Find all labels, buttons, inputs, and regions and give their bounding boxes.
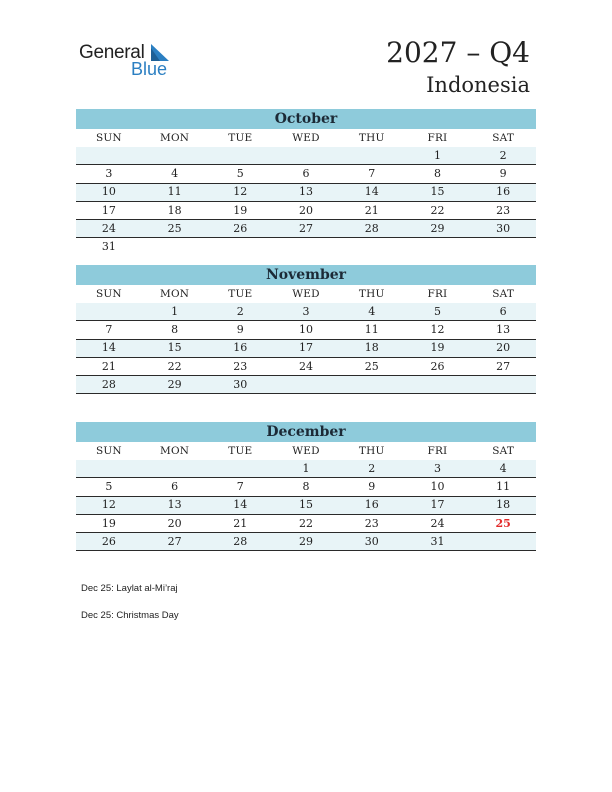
day-cell: 14 bbox=[101, 341, 116, 355]
weekday-header-row bbox=[76, 129, 536, 147]
week-row bbox=[76, 184, 536, 202]
day-cell: 31 bbox=[430, 534, 445, 548]
day-cell: 1 bbox=[302, 461, 310, 475]
day-cell: 19 bbox=[430, 341, 445, 355]
week-row bbox=[76, 202, 536, 220]
day-cell: 23 bbox=[364, 516, 379, 530]
week-row bbox=[76, 515, 536, 533]
day-cell: 3 bbox=[105, 166, 113, 180]
month-title: December bbox=[76, 422, 536, 442]
day-cell: 8 bbox=[433, 166, 441, 180]
weekday-label: THU bbox=[358, 132, 385, 144]
day-cell: 11 bbox=[496, 479, 511, 493]
day-cell: 15 bbox=[430, 185, 445, 199]
day-cell: 14 bbox=[364, 185, 379, 199]
week-row bbox=[76, 376, 536, 394]
day-cell: 18 bbox=[364, 341, 379, 355]
day-cell: 2 bbox=[368, 461, 376, 475]
day-cell: 19 bbox=[233, 203, 248, 217]
day-cell: 22 bbox=[430, 203, 445, 217]
day-cell: 11 bbox=[167, 185, 182, 199]
weekday-label: SAT bbox=[492, 445, 515, 457]
weekday-label: FRI bbox=[427, 288, 448, 300]
day-cell: 16 bbox=[496, 185, 511, 199]
day-cell: 20 bbox=[167, 516, 182, 530]
day-cell: 8 bbox=[302, 479, 310, 493]
day-cell: 20 bbox=[299, 203, 314, 217]
week-row bbox=[76, 340, 536, 358]
weekday-label: THU bbox=[358, 288, 385, 300]
holiday-note: Dec 25: Christmas Day bbox=[81, 610, 179, 621]
month-november bbox=[76, 265, 536, 394]
day-cell: 13 bbox=[496, 322, 511, 336]
day-cell: 4 bbox=[368, 304, 376, 318]
day-cell: 4 bbox=[499, 461, 507, 475]
month-december bbox=[76, 422, 536, 551]
day-cell: 23 bbox=[233, 359, 248, 373]
week-row bbox=[76, 358, 536, 376]
day-cell: 12 bbox=[233, 185, 248, 199]
day-cell: 24 bbox=[299, 359, 314, 373]
day-cell: 5 bbox=[105, 479, 113, 493]
week-row bbox=[76, 460, 536, 478]
day-cell: 25 bbox=[364, 359, 379, 373]
day-cell: 9 bbox=[499, 166, 507, 180]
week-row bbox=[76, 238, 536, 255]
day-cell: 7 bbox=[236, 479, 244, 493]
day-cell: 12 bbox=[101, 498, 116, 512]
week-row bbox=[76, 533, 536, 551]
day-cell: 21 bbox=[364, 203, 379, 217]
day-cell: 7 bbox=[105, 322, 113, 336]
day-cell: 29 bbox=[167, 377, 182, 391]
weekday-label: THU bbox=[358, 445, 385, 457]
day-cell: 30 bbox=[496, 221, 511, 235]
day-cell: 11 bbox=[364, 322, 379, 336]
month-october bbox=[76, 109, 536, 256]
day-cell: 2 bbox=[236, 304, 244, 318]
weekday-label: TUE bbox=[228, 132, 253, 144]
week-row bbox=[76, 165, 536, 183]
day-cell: 9 bbox=[236, 322, 244, 336]
weekday-label: SAT bbox=[492, 288, 515, 300]
day-cell: 26 bbox=[101, 534, 116, 548]
day-cell: 28 bbox=[364, 221, 379, 235]
day-cell: 1 bbox=[171, 304, 179, 318]
weekday-header-row bbox=[76, 285, 536, 303]
weekday-label: TUE bbox=[228, 288, 253, 300]
weekday-label: TUE bbox=[228, 445, 253, 457]
day-cell: 12 bbox=[430, 322, 445, 336]
day-cell: 15 bbox=[167, 341, 182, 355]
week-row bbox=[76, 303, 536, 321]
day-cell: 9 bbox=[368, 479, 376, 493]
week-row bbox=[76, 220, 536, 238]
month-title: November bbox=[76, 265, 536, 285]
day-cell: 28 bbox=[101, 377, 116, 391]
day-cell: 8 bbox=[171, 322, 179, 336]
weekday-label: SUN bbox=[95, 132, 122, 144]
month-title: October bbox=[76, 109, 536, 129]
day-cell: 30 bbox=[364, 534, 379, 548]
day-cell: 10 bbox=[101, 185, 116, 199]
logo-general-text: General bbox=[79, 42, 145, 63]
day-cell: 22 bbox=[299, 516, 314, 530]
day-cell: 6 bbox=[302, 166, 310, 180]
day-cell: 13 bbox=[167, 498, 182, 512]
country-name: Indonesia bbox=[426, 73, 530, 97]
day-cell: 21 bbox=[233, 516, 248, 530]
day-cell: 16 bbox=[233, 341, 248, 355]
day-cell: 31 bbox=[101, 240, 116, 254]
day-cell: 4 bbox=[171, 166, 179, 180]
day-cell: 3 bbox=[302, 304, 310, 318]
weekday-label: FRI bbox=[427, 132, 448, 144]
day-cell: 15 bbox=[299, 498, 314, 512]
day-cell: 25 bbox=[167, 221, 182, 235]
day-cell: 23 bbox=[496, 203, 511, 217]
day-cell: 10 bbox=[430, 479, 445, 493]
weekday-header-row bbox=[76, 442, 536, 460]
weekday-label: SAT bbox=[492, 132, 515, 144]
day-cell: 29 bbox=[299, 534, 314, 548]
day-cell: 10 bbox=[299, 322, 314, 336]
day-cell: 21 bbox=[101, 359, 116, 373]
day-cell: 14 bbox=[233, 498, 248, 512]
day-cell: 27 bbox=[167, 534, 182, 548]
day-cell: 18 bbox=[167, 203, 182, 217]
day-cell: 7 bbox=[368, 166, 376, 180]
weekday-label: WED bbox=[292, 445, 320, 457]
weekday-label: MON bbox=[160, 288, 190, 300]
weekday-label: WED bbox=[292, 288, 320, 300]
weekday-label: SUN bbox=[95, 445, 122, 457]
weekday-label: MON bbox=[160, 445, 190, 457]
day-cell: 6 bbox=[499, 304, 507, 318]
day-cell: 22 bbox=[167, 359, 182, 373]
day-cell: 3 bbox=[433, 461, 441, 475]
day-cell: 27 bbox=[496, 359, 511, 373]
day-cell: 30 bbox=[233, 377, 248, 391]
day-cell: 6 bbox=[171, 479, 179, 493]
weekday-label: FRI bbox=[427, 445, 448, 457]
day-cell: 2 bbox=[499, 148, 507, 162]
day-cell: 1 bbox=[433, 148, 441, 162]
day-cell: 17 bbox=[299, 341, 314, 355]
weekday-label: MON bbox=[160, 132, 190, 144]
weekday-label: WED bbox=[292, 132, 320, 144]
day-cell: 20 bbox=[496, 341, 511, 355]
week-row bbox=[76, 478, 536, 496]
week-row bbox=[76, 321, 536, 339]
logo bbox=[79, 40, 189, 80]
logo-blue-text: Blue bbox=[131, 59, 168, 79]
day-cell: 18 bbox=[496, 498, 511, 512]
day-cell: 24 bbox=[101, 221, 116, 235]
day-cell: 26 bbox=[233, 221, 248, 235]
day-cell: 26 bbox=[430, 359, 445, 373]
day-cell: 16 bbox=[364, 498, 379, 512]
day-cell: 29 bbox=[430, 221, 445, 235]
page-title: 2027 – Q4 bbox=[386, 36, 530, 69]
week-row bbox=[76, 497, 536, 515]
day-cell: 13 bbox=[299, 185, 314, 199]
day-cell: 24 bbox=[430, 516, 445, 530]
week-row bbox=[76, 147, 536, 165]
day-cell: 27 bbox=[299, 221, 314, 235]
day-cell: 17 bbox=[101, 203, 116, 217]
day-cell: 5 bbox=[433, 304, 441, 318]
holiday-notes bbox=[81, 583, 179, 637]
day-cell: 28 bbox=[233, 534, 248, 548]
day-cell: 17 bbox=[430, 498, 445, 512]
holiday-day-cell: 25 bbox=[495, 516, 511, 530]
holiday-note: Dec 25: Laylat al-Mi’raj bbox=[81, 583, 178, 594]
day-cell: 5 bbox=[236, 166, 244, 180]
weekday-label: SUN bbox=[95, 288, 122, 300]
day-cell: 19 bbox=[101, 516, 116, 530]
